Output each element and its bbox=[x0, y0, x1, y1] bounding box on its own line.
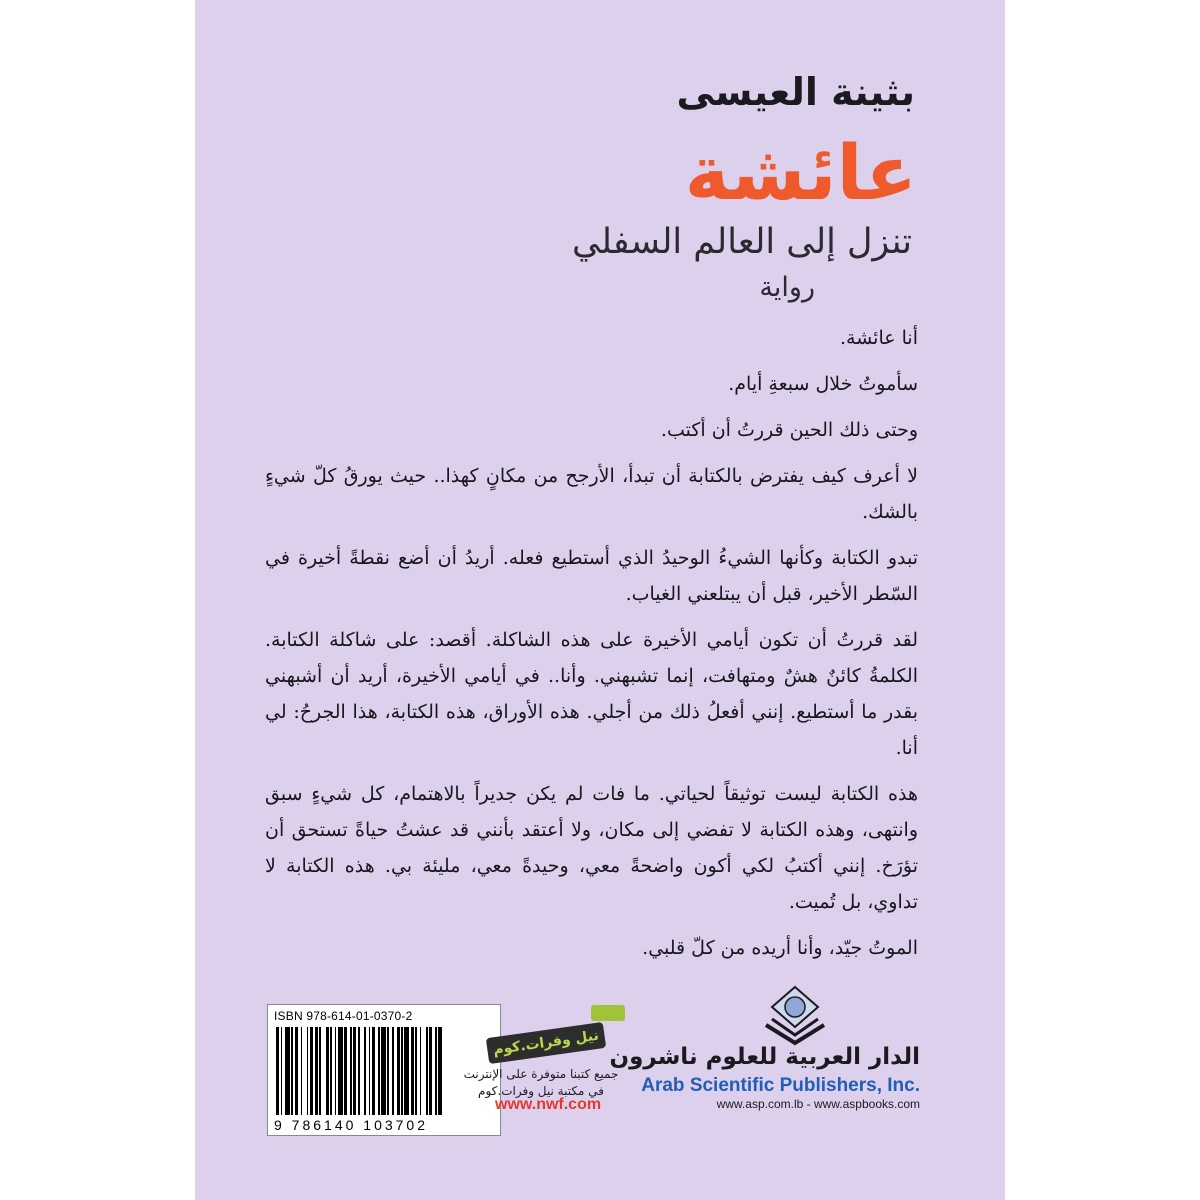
blurb-paragraph: هذه الكتابة ليست توثيقاً لحياتي. ما فات لم يكن جديراً بالاهتمام، كل شيءٍ سبق وانتهى، وهذه الكتابة لا تفضي إلى مكان، ولا أعتقد بأنني قد عشتُ حياةً تستحق أن تؤرَخ. إنني أكتبُ لكي أكون واضحةً معي، وحيدةً معي، مليئة بي. هذه الكتابة لا تداوي، بل تُميت. bbox=[265, 783, 918, 913]
publisher-websites[interactable]: www.asp.com.lb - www.aspbooks.com bbox=[716, 1097, 920, 1111]
blurb-text bbox=[265, 320, 918, 976]
blurb-paragraph: تبدو الكتابة وكأنها الشيءُ الوحيدُ الذي أستطيع فعله. أريدُ أن أضع نقطةً أخيرة في السّطر الأخير، قبل أن يبتلعني الغياب. bbox=[265, 547, 918, 605]
nwf-tag: نيل وفرات.كوم bbox=[486, 1022, 606, 1064]
nwf-note-line: في مكتبة نيل وفرات.كوم bbox=[478, 1084, 604, 1098]
book-title: عائشة bbox=[684, 128, 917, 217]
blurb-paragraph: لقد قررتُ أن تكون أيامي الأخيرة على هذه الشاكلة. أقصد: على شاكلة الكتابة. الكلمةُ كائنٌ هشٌ ومتهافت، إنما تشبهني. وأنا.. في أيامي الأخيرة، أريد أن أشبهني بقدر ما أستطيع. إنني أفعلُ ذلك من أجلي. هذه الأوراق، هذه الكتابة، هذا الجرحُ: لي أنا. bbox=[265, 629, 918, 759]
publisher-logo-icon bbox=[760, 985, 830, 1047]
blurb-paragraph: لا أعرف كيف يفترض بالكتابة أن تبدأ، الأرجح من مكانٍ كهذا.. حيث يورقُ كلّ شيءٍ بالشك. bbox=[265, 465, 918, 523]
nwf-url[interactable]: www.nwf.com bbox=[495, 1096, 602, 1113]
barcode-digits: 9 786140 103702 bbox=[274, 1117, 428, 1133]
nwf-note-line: جميع كتبنا متوفرة على الإنترنت bbox=[463, 1067, 619, 1081]
nwf-note bbox=[457, 1066, 625, 1100]
isbn-label: ISBN 978-614-01-0370-2 bbox=[274, 1009, 413, 1023]
publisher-name-arabic: الدار العربية للعلوم ناشرون bbox=[609, 1044, 920, 1070]
author-name: بثينة العيسى bbox=[676, 70, 915, 114]
barcode-bar bbox=[442, 1027, 444, 1115]
blurb-paragraph: سأموتُ خلال سبعةِ أيام. bbox=[728, 373, 918, 395]
blurb-paragraph: أنا عائشة. bbox=[840, 327, 918, 349]
publisher-name-english: Arab Scientific Publishers, Inc. bbox=[641, 1075, 920, 1096]
blurb-paragraph: وحتى ذلك الحين قررتُ أن أكتب. bbox=[660, 419, 918, 441]
genre-label: رواية bbox=[759, 272, 815, 303]
book-subtitle: تنزل إلى العالم السفلي bbox=[572, 222, 912, 262]
nwf-badge-icon bbox=[591, 1005, 625, 1021]
blurb-paragraph: الموتُ جيّد، وأنا أريده من كلّ قلبي. bbox=[642, 937, 918, 959]
book-back-cover bbox=[195, 0, 1005, 1200]
